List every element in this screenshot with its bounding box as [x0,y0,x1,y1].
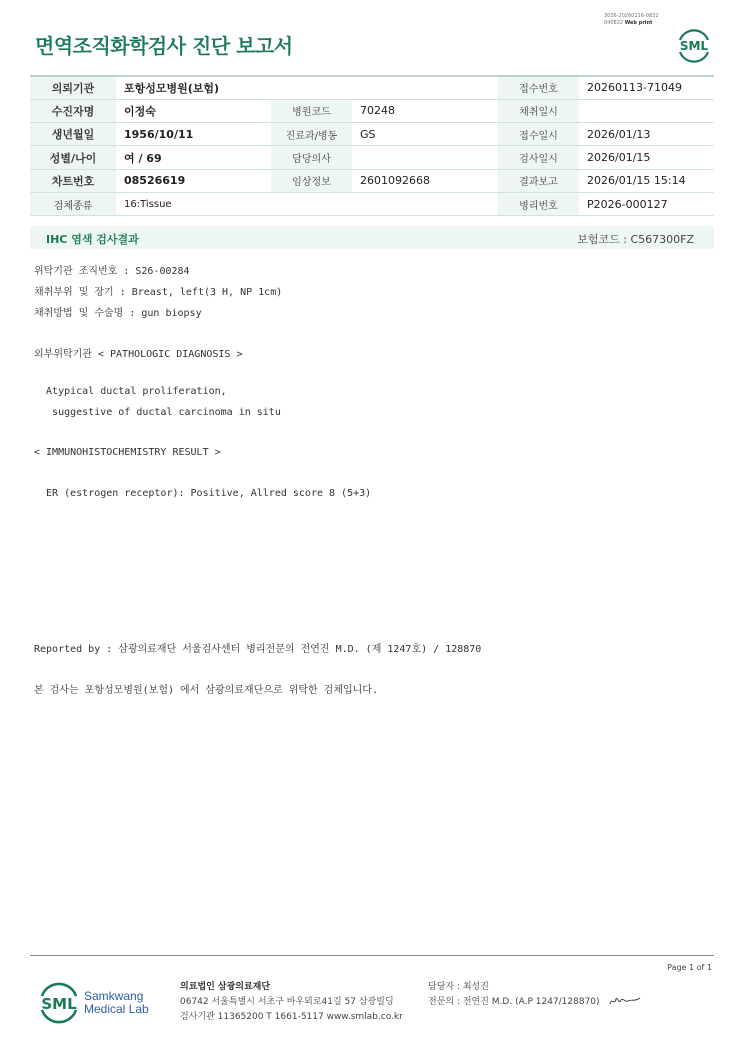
sml-logo-text: SML [679,39,709,53]
info-value: 2026/01/13 [579,123,714,146]
signature [608,994,642,1008]
sml-footer-logo [37,980,81,1026]
web-print-label: Web print [624,20,653,26]
report-title: 면역조직화학검사 진단 보고서 [35,34,293,58]
info-value: 1956/10/11 [116,123,271,146]
info-row [30,123,714,146]
info-value: P2026-000127 [579,192,714,215]
info-label: 담당의사 [271,146,352,169]
lab-name [84,990,149,1016]
info-label: 접수번호 [498,76,579,99]
info-label: 생년월일 [30,123,116,146]
info-value: 20260113-71049 [579,76,714,99]
staff-name: 최성진 [462,982,489,992]
info-label: 채취일시 [498,99,579,122]
info-label: 검사일시 [498,146,579,169]
info-row [30,99,714,122]
info-label: 병원코드 [271,99,352,122]
report-line: Atypical ductal proliferation, [34,386,227,397]
info-label: 차트번호 [30,169,116,192]
report-line: 채취방법 및 수술명 : gun biopsy [34,308,202,319]
info-value [579,99,714,122]
info-value [352,146,498,169]
report-line: 본 검사는 포항성모병원(보험) 에서 삼광의료재단으로 위탁한 검체입니다. [34,685,378,696]
info-row [30,146,714,169]
info-label: 임상정보 [271,169,352,192]
report-line: 외부위탁기관 < PATHOLOGIC DIAGNOSIS > [34,349,243,360]
info-label: 성별/나이 [30,146,116,169]
report-line: 위탁기관 조직번호 : S26-00284 [34,266,190,277]
report-line: 채취부위 및 장기 : Breast, left(3 H, NP 1cm) [34,287,283,298]
info-label: 진료과/병동 [271,123,352,146]
report-line: Reported by : 삼광의료재단 서울검사센터 병리전문의 전연진 M.D. (제 1247호) / 128870 [34,644,482,655]
address: 06742 서울특별시 서초구 바우뫼로41길 57 삼광빌딩 [180,997,394,1007]
page-number: Page 1 of 1 [667,963,712,972]
info-label: 의뢰기관 [30,76,116,99]
info-value: 2601092668 [352,169,498,192]
info-label: 수진자명 [30,99,116,122]
staff-info [428,980,600,1010]
info-label: 결과보고 [498,169,579,192]
lab-name-1: Samkwang [84,989,144,1003]
info-row [30,192,714,215]
info-value: 70248 [352,99,498,122]
info-value: 08526619 [116,169,271,192]
patient-info-table [30,75,714,216]
report-line: suggestive of ductal carcinoma in situ [34,407,281,418]
info-value: 2026/01/15 [579,146,714,169]
info-value: GS [352,123,498,146]
contact: 검사기관 11365200 T 1661-5117 www.smlab.co.kr [180,1012,403,1022]
info-row [30,169,714,192]
info-label: 접수일시 [498,123,579,146]
info-value: 이정숙 [116,99,271,122]
info-label: 병리번호 [498,192,579,215]
specialist-name: 전연진 M.D. (A.P 1247/128870) [462,997,600,1007]
info-value: 16:Tissue [116,192,498,215]
info-value: 여 / 69 [116,146,271,169]
org-name: 의료법인 삼광의료재단 [180,982,271,992]
sml-footer-logo-text: SML [41,995,77,1013]
info-value: 2026/01/15 15:14 [579,169,714,192]
doc-id-line1: 3036-20260116-0832 [604,13,659,19]
section-title: IHC 염색 검사결과 [46,233,139,246]
info-row [30,76,714,99]
lab-address [180,980,403,1025]
info-label: 검체종류 [30,192,116,215]
report-line: < IMMUNOHISTOCHEMISTRY RESULT > [34,447,221,458]
section-header [30,226,714,249]
document-id [604,13,659,27]
staff-label: 담당자 : [428,982,460,992]
sml-logo [675,26,713,64]
insurance-code: 보험코드 : C567300FZ [577,233,694,246]
specialist-label: 전문의 : [428,997,460,1007]
footer-divider [30,955,714,956]
report-line: ER (estrogen receptor): Positive, Allred score 8 (5+3) [34,488,372,499]
lab-name-2: Medical Lab [84,1002,149,1016]
doc-id-code: 040822 [604,20,624,26]
info-value: 포항성모병원(보험) [116,76,498,99]
